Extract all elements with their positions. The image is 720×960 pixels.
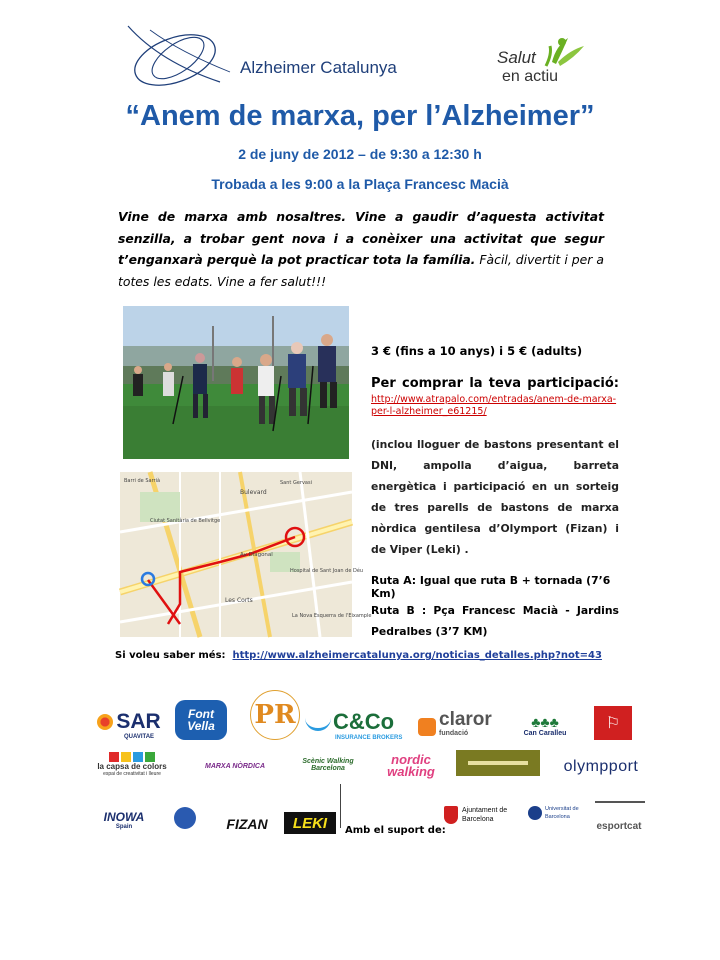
map-label-d: Les Corts xyxy=(225,597,253,604)
intro-bold-text: Vine de marxa amb nosaltres. Vine a gaudir d’aquesta activitat senzilla, a trobar gent nova i a conèixer una activitat que segur t’enganxarà perquè la pot practicar tota la família. xyxy=(118,209,604,267)
more-info-label: Si voleu saber més: xyxy=(115,650,226,661)
more-info-link[interactable]: http://www.alzheimercatalunya.org/noticias_detalles.php?not=43 xyxy=(232,650,602,661)
olive-banner-logo xyxy=(456,750,540,776)
font-vella-text: Font Vella xyxy=(187,707,215,733)
route-map xyxy=(120,472,372,637)
fizan-text: FIZAN xyxy=(226,816,268,832)
scenic-logo xyxy=(292,750,364,780)
cancaralleu-people-icon: ♣♣♣ xyxy=(531,713,559,730)
diet-sport-circle-icon xyxy=(174,807,196,829)
banner-stripe-icon xyxy=(468,761,528,765)
map-label-f: La Nova Esquerra de l'Eixample xyxy=(292,613,372,619)
sar-swirl-icon xyxy=(97,714,113,730)
font-vella-logo xyxy=(175,700,227,740)
more-info-line xyxy=(115,650,602,661)
capsa-de-colors-logo xyxy=(92,748,172,780)
fizan-logo xyxy=(212,814,282,834)
diet-sport-logo xyxy=(160,802,210,834)
scenic-text: Scènic Walking Barcelona xyxy=(302,758,354,772)
sar-logo xyxy=(90,708,168,742)
page-title: “Anem de marxa, per l’Alzheimer” xyxy=(125,100,595,132)
org-name: Alzheimer Catalunya xyxy=(240,58,397,77)
universitat-seal-icon xyxy=(528,806,542,820)
intro-normal-text: Fàcil, divertit i per a totes les edats. Vine a fer salut!!! xyxy=(118,252,604,289)
marxa-nordica-logo xyxy=(180,752,290,780)
esportcat-logo xyxy=(588,818,650,834)
generalitat-logo xyxy=(590,792,650,812)
price-info: 3 € (fins a 10 anys) i 5 € (adults) xyxy=(371,344,583,358)
claror-sub-text: fundació xyxy=(439,730,469,737)
capsa-sub-text: espai de creativitat i lleure xyxy=(103,770,161,777)
route-map-drawing xyxy=(120,472,372,637)
olympport-text: olympport xyxy=(563,758,639,775)
leki-logo xyxy=(284,812,336,834)
claror-square-icon xyxy=(418,718,436,736)
esportcat-text: esportcat xyxy=(596,820,642,832)
map-label-h: Barri de Sarrià xyxy=(124,478,161,484)
cco-text: C&Co xyxy=(333,709,395,734)
meeting-point: Trobada a les 9:00 a la Plaça Francesc Macià xyxy=(211,176,509,192)
includes-info: (inclou lloguer de bastons presentant el DNI, ampolla d’aigua, barreta energètica i participació en un sorteig de tres parells de bastons de marxa nòrdica gentilesa d’Olymport (Fizan) i de Viper (Leki) . xyxy=(371,438,619,556)
cco-wave-icon xyxy=(305,714,331,731)
cancaralleu-logo xyxy=(515,708,575,742)
en-actiu-text: en actiu xyxy=(502,68,559,85)
route-a-info: Ruta A: Igual que ruta B + tornada (7’6 Km) xyxy=(371,574,611,600)
map-label-e: Hospital de Sant Joan de Déu xyxy=(290,568,364,574)
walkers-photo xyxy=(123,306,349,459)
support-label: Amb el suport de: xyxy=(345,825,446,836)
nordic-walking-text: nordic walking xyxy=(387,752,435,779)
route-b-info: Ruta B : Pça Francesc Macià - Jardins Pedralbes (3’7 KM) xyxy=(371,604,619,638)
map-label-g: Sant Gervasi xyxy=(280,480,312,486)
pr-text: PR xyxy=(254,700,296,730)
map-label-c: Av Diagonal xyxy=(240,552,273,558)
map-label-a: Bulevard xyxy=(240,489,267,496)
claror-logo xyxy=(418,709,510,742)
marxa-nordica-text: MARXA NÒRDICA xyxy=(204,762,266,770)
capsa-text: la capsa de colors xyxy=(97,761,167,771)
olympport-logo xyxy=(556,756,646,778)
universitat-logo xyxy=(528,796,584,830)
nordic-walking-logo xyxy=(370,752,452,780)
cco-logo xyxy=(305,708,415,742)
support-divider xyxy=(340,784,341,828)
claror-text: claror xyxy=(439,709,492,730)
cco-sub-text: INSURANCE BROKERS xyxy=(335,735,403,741)
salut-text: Salut xyxy=(497,48,536,67)
buy-label: Per comprar la teva participació: xyxy=(371,376,619,391)
inowa-text: INOWA xyxy=(103,810,145,824)
universitat-text: Universitat de Barcelona xyxy=(545,806,579,820)
runner-icon: ⚐ xyxy=(605,715,621,732)
ajuntament-text: Ajuntament de Barcelona xyxy=(462,807,508,823)
event-date: 2 de juny de 2012 – de 9:30 a 12:30 h xyxy=(238,146,482,162)
ajuntament-logo xyxy=(444,800,524,830)
pr-logo xyxy=(250,690,300,740)
leki-text: LEKI xyxy=(292,814,328,832)
inowa-sub-text: Spain xyxy=(115,824,133,830)
alzheimer-catalunya-logo-icon xyxy=(120,22,240,92)
intro-paragraph xyxy=(118,206,604,292)
buy-tickets-link[interactable]: http://www.atrapalo.com/entradas/anem-de-marxa-per-l-alzheimer_e61215/ xyxy=(371,394,617,417)
cancaralleu-text: Can Caralleu xyxy=(523,729,567,737)
inowa-logo xyxy=(95,806,153,834)
generalitat-emblem-icon xyxy=(595,801,645,803)
ajuntament-shield-icon xyxy=(444,806,458,824)
sar-sub-text: QUAVITAE xyxy=(123,734,155,740)
map-label-b: Ciutat Sanitària de Bellvitge xyxy=(150,518,221,524)
red-badge-logo xyxy=(594,706,632,740)
sar-text: SAR xyxy=(116,710,161,733)
